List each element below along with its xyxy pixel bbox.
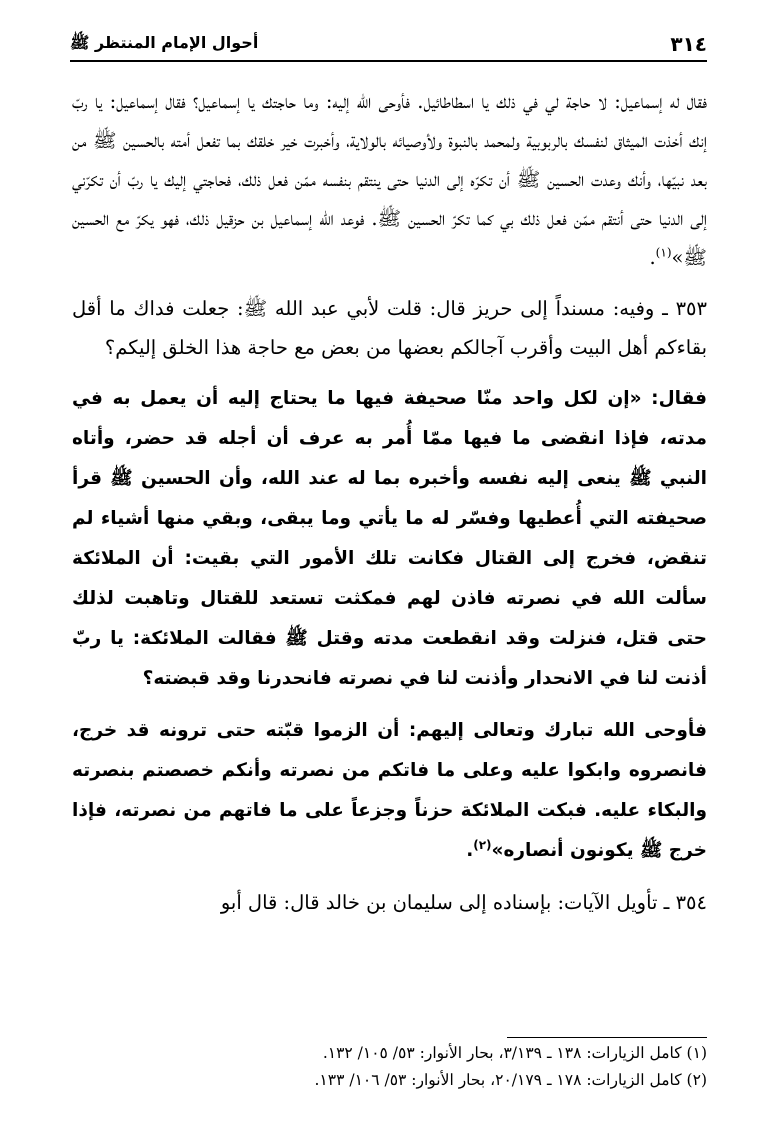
paragraph-text: ٣٥٤ ـ تأويل الآيات: بإسناده إلى سليمان بن خالد قال: قال أبو (220, 891, 707, 914)
paragraph-text: فقال: «إن لكل واحد منّا صحيفة فيها ما يحتاج إليه أن يعمل به في مدته، فإذا انقضى ما فيها ممّا أُمر به عرف أن أجله قد حضر، وأتاه النبي ﷺ ينعى إليه نفسه وأخبره بما له عند الله، وأن الحسين ﷺ قرأ صحيفته التي أُعطيها وفسّر له ما يأتي وما يبقى، وبقي منها أشياء لم تنقض، فخرج إلى القتال فكانت تلك الأمور التي بقيت: أن الملائكة سألت الله في نصرته فاذن لهم فمكثت تستعد للقتال وتاهبت لذلك حتى قتل، فنزلت وقد انقطعت مدته وقتل ﷺ فقالت الملائكة: يا ربّ أذنت لنا في الانحدار وأذنت لنا في نصرته فانحدرنا وقد قبضته؟ (72, 388, 707, 689)
footnote-2: (٢) كامل الزيارات: ١٧٨ ـ ٢٠/١٧٩، بحار الأنوار: ٥٣/ ١٠٦/ ١٣٣. (314, 1071, 707, 1089)
paragraph-tail: . (649, 246, 656, 269)
paragraph-text: فقال له إسماعيل: لا حاجة لي في ذلك يا اسطاطائيل. فأوحى الله إليه: وما حاجتك يا إسماعيل؟ فقال إسماعيل: يا ربّ إنك أخذت الميثاق لنفسك بالربوبية ولمحمد بالنبوة ولأوصيائه بالولاية، وأخبرت خير خلقك بما تفعل أمته بالحسين ﷺ من بعد نبيّها، وأنك وعدت الحسين ﷺ أن تكرّه إلى الدنيا حتى ينتقم بنفسه ممّن فعل ذلك، فحاجتي إليك يا ربّ أن تكرّني إلى الدنيا حتى أنتقم ممّن فعل ذلك بي كما تكرّ الحسين ﷺ. فوعد الله إسماعيل بن حزقيل ذلك، فهو يكرّ مع الحسين ﷺ» (72, 90, 707, 269)
paragraph-ismail-narration (72, 82, 707, 277)
page-number: ٣١٤ (670, 32, 707, 56)
paragraph-text: فأوحى الله تبارك وتعالى إليهم: أن الزموا قبّته حتى ترونه قد خرج، فانصروه وابكوا عليه وعلى ما فاتكم من نصرته وأنكم خصصتم بنصرته والبكاء عليه. فبكت الملائكة حزناً وجزعاً على ما فاتهم من نصرته، فإذا خرج ﷺ يكونون أنصاره» (72, 720, 707, 861)
body-text (72, 82, 707, 934)
paragraph-text: ٣٥٣ ـ وفيه: مسنداً إلى حريز قال: قلت لأبي عبد الله ﷺ: جعلت فداك ما أقل بقاءكم أهل البيت وأقرب آجالكم بعضها من بعض مع حاجة هذا الخلق إليكم؟ (72, 297, 707, 359)
paragraph-hadith-354 (72, 883, 707, 922)
page-header (70, 26, 707, 62)
footnotes (72, 1040, 707, 1094)
running-title: أحوال الإمام المنتظر ﷺ (70, 33, 259, 52)
footnote-1: (١) كامل الزيارات: ١٣٨ ـ ٣/١٣٩، بحار الأنوار: ٥٣/ ١٠٥/ ١٣٢. (322, 1044, 707, 1062)
footnote-marker: (٢) (473, 837, 492, 852)
paragraph-imam-answer (72, 379, 707, 699)
paragraph-tail: . (466, 840, 474, 861)
paragraph-hadith-353 (72, 289, 707, 367)
paragraph-angels-revelation (72, 711, 707, 871)
footnote-marker: (١) (655, 245, 672, 260)
footnote-divider (507, 1037, 707, 1038)
